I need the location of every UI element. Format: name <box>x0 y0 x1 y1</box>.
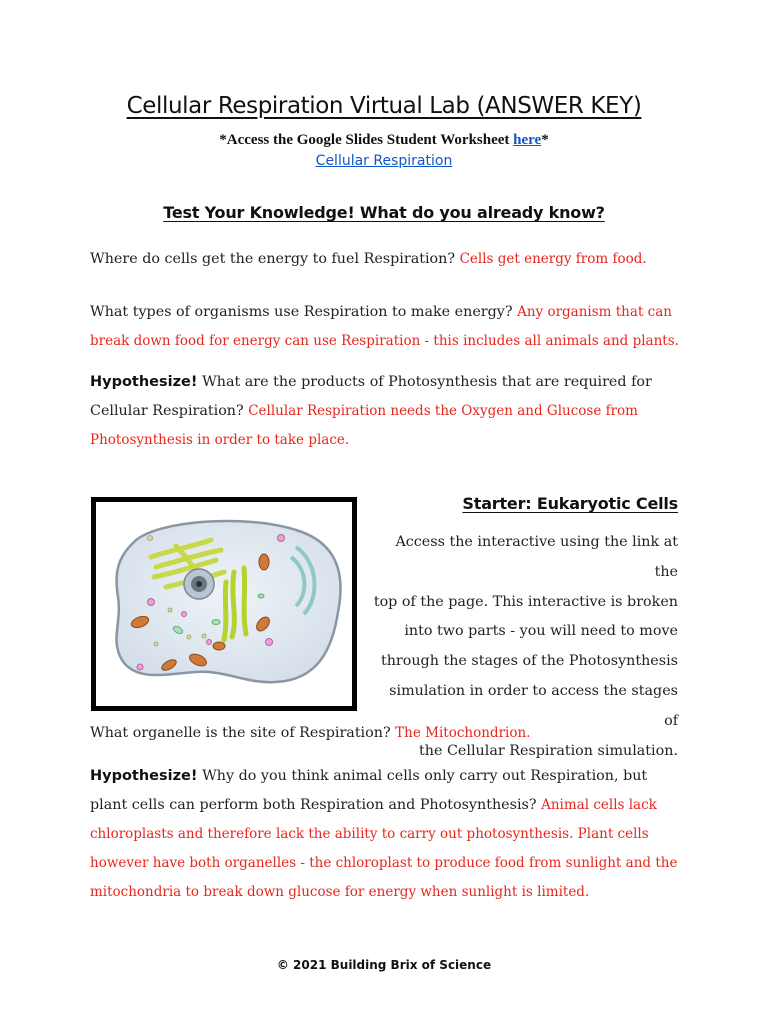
cellular-respiration-link[interactable]: Cellular Respiration <box>315 153 453 169</box>
starter-line-5: simulation in order to access the stages of <box>389 682 678 729</box>
question-2-text: What types of organisms use Respiration to make energy? <box>90 304 513 320</box>
starter-line-3: into two parts - you will need to move <box>404 623 678 640</box>
footer-copyright: © 2021 Building Brix of Science <box>276 958 492 972</box>
question-4-text: What organelle is the site of Respiration? <box>90 725 391 741</box>
animal-cell-illustration <box>96 502 352 706</box>
starter-heading: Starter: Eukaryotic Cells <box>462 494 678 513</box>
starter-line-1: Access the interactive using the link at the <box>395 534 678 580</box>
page-title: Cellular Respiration Virtual Lab (ANSWER KEY) <box>126 93 642 119</box>
starter-line-2: top of the page. This interactive is broken <box>373 593 678 610</box>
starter-line-4: through the stages of the Photosynthesis <box>380 653 678 670</box>
answer-2: Any organism that can break down food for energy can use Respiration - this includes all animals and plants. <box>90 304 679 349</box>
knowledge-heading: Test Your Knowledge! What do you already know? <box>163 203 605 222</box>
question-1-text: Where do cells get the energy to fuel Respiration? <box>90 251 456 267</box>
cell-image-frame <box>91 497 357 711</box>
cellular-respiration-link-line <box>0 153 768 169</box>
access-prefix: *Access the Google Slides Student Worksheet <box>219 132 514 148</box>
starter-line-6: the Cellular Respiration simulation. <box>419 742 678 759</box>
access-line <box>0 132 768 149</box>
hypothesize-label: Hypothesize! <box>90 374 198 390</box>
question-2 <box>90 298 680 356</box>
question-1 <box>90 245 680 274</box>
answer-3: Cellular Respiration needs the Oxygen and Glucose from Photosynthesis in order to take place. <box>90 403 638 448</box>
question-3-text: What are the products of Photosynthesis that are required for Cellular Respiration? <box>90 374 652 419</box>
question-4 <box>90 719 680 748</box>
hypothesize-2 <box>90 762 680 907</box>
hypothesize-label-2: Hypothesize! <box>90 768 198 784</box>
access-suffix: * <box>541 132 549 148</box>
answer-5: Animal cells lack chloroplasts and therefore lack the ability to carry out photosynthesis. Plant cells however have both organelles - the chloroplast to produce food from sunlight and the mitochondria to break down glucose for energy when sunlight is limited. <box>90 797 678 900</box>
answer-4: The Mitochondrion. <box>395 725 531 741</box>
hypothesize-1 <box>90 368 680 455</box>
answer-1: Cells get energy from food. <box>459 251 647 267</box>
worksheet-link[interactable]: here <box>513 132 542 148</box>
question-5-text: Why do you think animal cells only carry out Respiration, but plant cells can perform both Respiration and Photosynthesis? <box>90 768 648 813</box>
